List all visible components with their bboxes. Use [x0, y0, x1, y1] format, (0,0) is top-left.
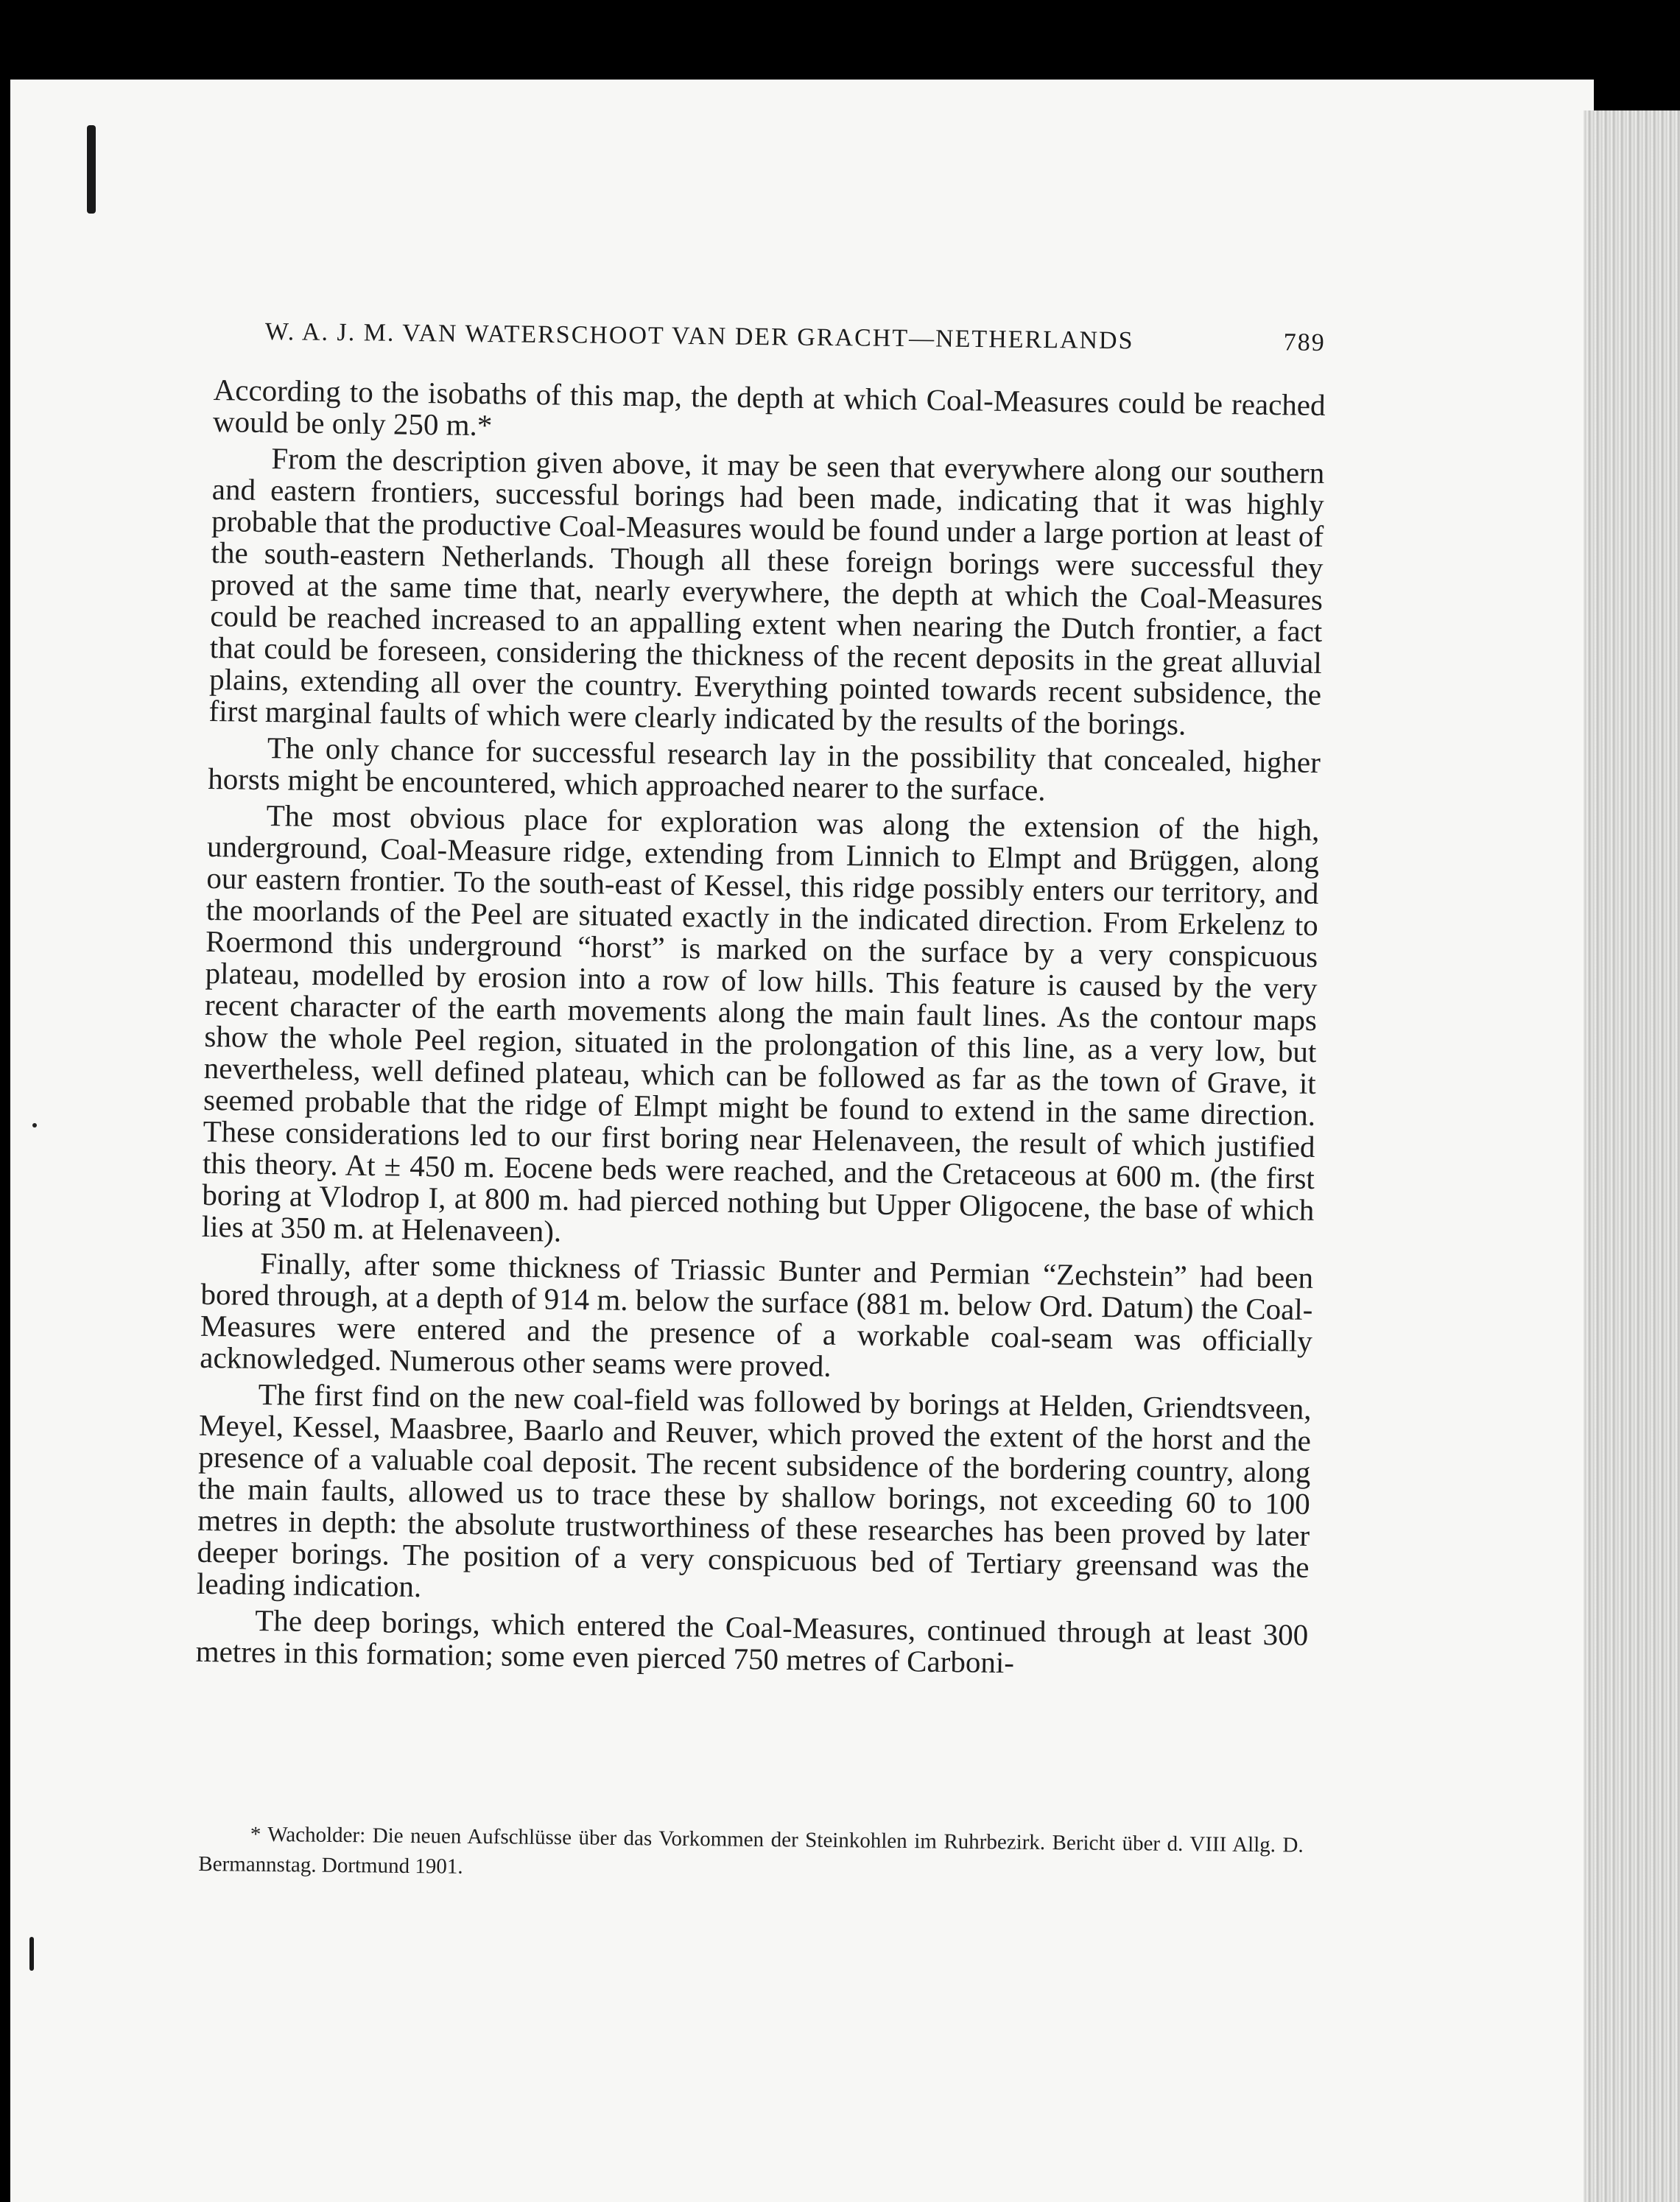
binding-shadow-mark-lower: [29, 1937, 34, 1971]
body-text: [195, 374, 1325, 1687]
paragraph-4: The most obvious place for exploration was along the extension of the high, underground, Coal-Measure ridge, extending from Linnich to Elmpt and Brüggen, along our eastern frontier. To the south-east of Kessel, this ridge possibly enters our territory, and the moorlands of the Peel are situated exactly in the indicated direction. From Erkelenz to Roermond this underground “horst” is marked on the surface by a very conspicuous plateau, modelled by erosion into a row of low hills. This feature is caused by the very recent character of the earth movements along the main fault lines. As the contour maps show the whole Peel region, situated in the prolongation of this line, as a very low, but nevertheless, well defined plateau, which can be followed as far as the town of Grave, it seemed probable that the ridge of Elmpt might be found to extend in the same direction. These considerations led to our first boring near Helenaveen, the result of which justified this theory. At ± 450 m. Eocene beds were reached, and the Cretaceous at 600 m. (the first boring at Vlodrop I, at 800 m. had pierced nothing but Upper Oligocene, the base of which lies at 350 m. at Helenaveen).: [201, 798, 1320, 1248]
paragraph-6: The first find on the new coal-field was followed by borings at Helden, Griendtsveen, Meyel, Kessel, Maasbree, Baarlo and Reuver, which proved the extent of the horst and the presence of a valuable coal deposit. The recent subsidence of the bordering country, along the main faults, allowed us to trace these by shallow borings, not exceeding 60 to 100 metres in depth: the absolute trustworthiness of these researches has been proved by later deeper borings. The position of a very conspicuous bed of Tertiary greensand was the leading indication.: [196, 1376, 1312, 1604]
paragraph-3: The only chance for successful research lay in the possibility that concealed, higher horsts might be encountered, which approached nearer to the surface.: [208, 731, 1321, 807]
page-number: 789: [1283, 328, 1326, 357]
scan-speck: [32, 1123, 37, 1128]
paragraph-7: The deep borings, which entered the Coal-Measures, continued through at least 300 metres in this formation; some even pierced 750 metres of Carboni-: [195, 1603, 1309, 1680]
footnote-text: * Wacholder: Die neuen Aufschlüsse über das Vorkommen der Steinkohlen im Ruhrbezirk. Bericht über d. VIII Allg. D. Bermannstag. Dortmund 1901.: [198, 1822, 1304, 1879]
paragraph-1: According to the isobaths of this map, the depth at which Coal-Measures could be reached would be only 250 m.*: [212, 373, 1326, 443]
page-edges: [1584, 110, 1680, 2202]
binding-shadow-mark: [87, 125, 96, 214]
paragraph-5: Finally, after some thickness of Triassic Bunter and Permian “Zechstein” had been bored through, at a depth of 914 m. below the surface (881 m. below Ord. Datum) the Coal-Measures were entered and the presence of a workable coal-seam was officially acknowledged. Numerous other seams were proved.: [200, 1246, 1314, 1383]
running-head-title: W. A. J. M. VAN WATERSCHOOT VAN DER GRACHT—NETHERLANDS: [264, 318, 1134, 355]
paragraph-2: From the description given above, it may be seen that everywhere along our southern and eastern frontiers, successful borings had been made, indicating that it was highly probable that the productive Coal-Measures would be found under a large portion at least of the south-eastern Netherlands. Though all these foreign borings were successful they proved at the same time that, nearly everywhere, the depth at which the Coal-Measures could be reached increased to an appalling extent when nearing the Dutch frontier, a fact that could be foreseen, considering the thickness of the recent deposits in the great alluvial plains, extending all over the country. Everything pointed towards recent subsidence, the first marginal faults of which were clearly indicated by the results of the borings.: [208, 441, 1325, 742]
footnote: [198, 1819, 1304, 1891]
